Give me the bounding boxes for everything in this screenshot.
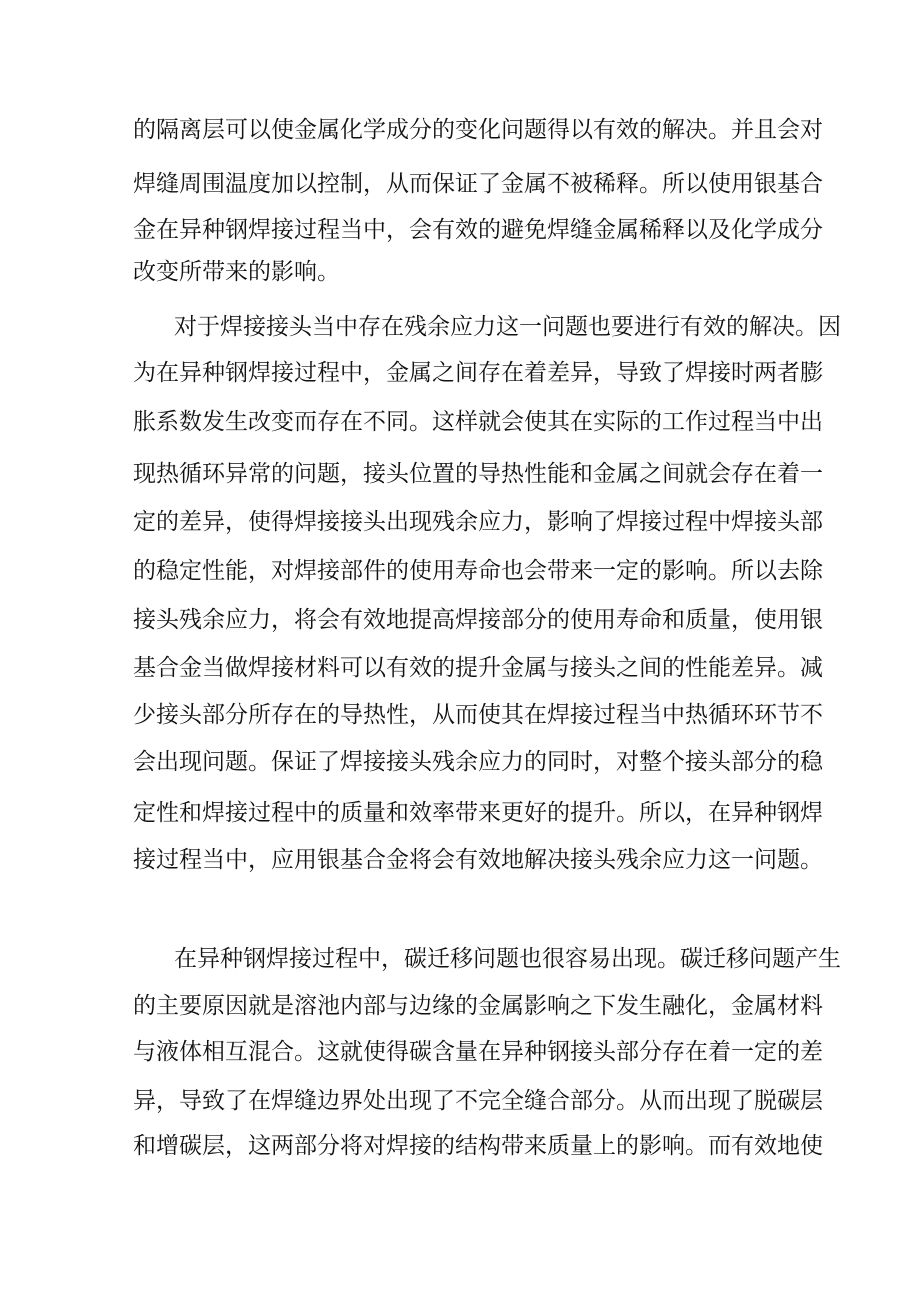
text-line: 对于焊接接头当中存在残余应力这一问题也要进行有效的解决。因 [174, 314, 841, 340]
text-line: 在异种钢焊接过程中，碳迁移问题也很容易出现。碳迁移问题产生 [174, 946, 841, 972]
text-line: 现热循环异常的问题，接头位置的导热性能和金属之间就会存在着一 [133, 461, 823, 487]
text-line: 胀系数发生改变而存在不同。这样就会使其在实际的工作过程当中出 [133, 409, 823, 435]
text-line: 会出现问题。保证了焊接接头残余应力的同时，对整个接头部分的稳 [133, 749, 823, 775]
text-line: 接头残余应力，将会有效地提高焊接部分的使用寿命和质量，使用银 [133, 607, 823, 633]
text-line: 的稳定性能，对焊接部件的使用寿命也会带来一定的影响。所以去除 [133, 558, 823, 584]
text-line: 定性和焊接过程中的质量和效率带来更好的提升。所以，在异种钢焊 [133, 800, 823, 826]
text-line: 的隔离层可以使金属化学成分的变化问题得以有效的解决。并且会对 [133, 117, 823, 143]
text-line: 少接头部分所存在的导热性，从而使其在焊接过程当中热循环环节不 [133, 702, 823, 728]
text-line: 定的差异，使得焊接接头出现残余应力，影响了焊接过程中焊接头部 [133, 509, 823, 535]
text-line: 金在异种钢焊接过程当中，会有效的避免焊缝金属稀释以及化学成分 [133, 217, 823, 243]
text-line: 为在异种钢焊接过程中，金属之间存在着差异，导致了焊接时两者膨 [133, 360, 823, 386]
text-line: 焊缝周围温度加以控制，从而保证了金属不被稀释。所以使用银基合 [133, 171, 823, 197]
text-line: 基合金当做焊接材料可以有效的提升金属与接头之间的性能差异。减 [133, 655, 823, 681]
text-line: 的主要原因就是溶池内部与边缘的金属影响之下发生融化，金属材料 [133, 993, 823, 1019]
text-line: 和增碳层，这两部分将对焊接的结构带来质量上的影响。而有效地使 [133, 1133, 823, 1159]
text-line: 异，导致了在焊缝边界处出现了不完全缝合部分。从而出现了脱碳层 [133, 1088, 823, 1114]
text-line: 接过程当中，应用银基合金将会有效地解决接头残余应力这一问题。 [133, 847, 823, 873]
text-line: 改变所带来的影响。 [133, 259, 340, 285]
text-line: 与液体相互混合。这就使得碳含量在异种钢接头部分存在着一定的差 [133, 1039, 823, 1065]
